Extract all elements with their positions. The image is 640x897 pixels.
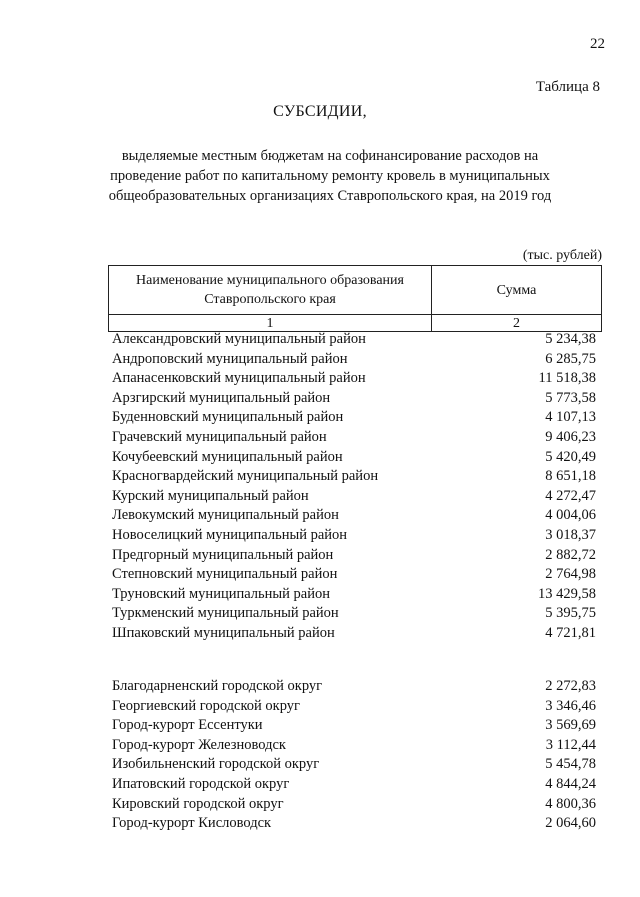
municipality-name: Изобильненский городской округ — [112, 756, 320, 773]
table-row — [112, 697, 596, 717]
subsidy-amount: 8 651,18 — [545, 468, 596, 485]
table-row — [112, 565, 596, 585]
subsidy-amount: 4 107,13 — [545, 409, 596, 426]
table-row — [112, 677, 596, 697]
subsidy-amount: 6 285,75 — [545, 350, 596, 367]
municipality-name: Предгорный муниципальный район — [112, 546, 334, 563]
subsidy-amount: 4 272,47 — [545, 487, 596, 504]
column-number-1: 1 — [109, 315, 432, 332]
municipality-name: Город-курорт Железноводск — [112, 736, 286, 753]
municipality-name: Кочубеевский муниципальный район — [112, 448, 343, 465]
header-name-line: Наименование муниципального образования — [136, 273, 404, 288]
table-row — [112, 369, 596, 389]
subsidy-amount: 3 018,37 — [545, 526, 596, 543]
municipality-name: Степновский муниципальный район — [112, 566, 338, 583]
municipality-name: Туркменский муниципальный район — [112, 605, 339, 622]
subsidy-amount: 5 395,75 — [545, 605, 596, 622]
subsidy-amount: 5 420,49 — [545, 448, 596, 465]
subsidy-amount: 13 429,58 — [538, 585, 596, 602]
table-row — [112, 546, 596, 566]
municipality-name: Город-курорт Кисловодск — [112, 815, 272, 832]
municipality-name: Шпаковский муниципальный район — [112, 624, 335, 641]
header-sum-cell: Сумма — [432, 266, 602, 315]
municipality-name: Александровский муниципальный район — [112, 331, 366, 347]
table-row — [112, 755, 596, 775]
municipality-name: Новоселицкий муниципальный район — [112, 526, 348, 543]
table-row — [112, 330, 596, 350]
page-number: 22 — [590, 36, 605, 52]
table-row — [112, 428, 596, 448]
table-row — [112, 604, 596, 624]
municipality-name: Благодарненский городской округ — [112, 678, 323, 694]
table-row — [112, 795, 596, 815]
document-title: СУБСИДИИ, — [273, 103, 367, 120]
municipality-name: Апанасенковский муниципальный район — [112, 370, 366, 387]
table-row — [112, 624, 596, 644]
municipality-name: Кировский городской округ — [112, 795, 284, 812]
subsidy-amount: 5 454,78 — [545, 756, 596, 773]
municipality-name: Красногвардейский муниципальный район — [112, 468, 379, 485]
subsidy-amount: 5 773,58 — [545, 389, 596, 406]
table-row — [112, 408, 596, 428]
table-row — [112, 585, 596, 605]
table-row — [112, 775, 596, 795]
municipality-name: Курский муниципальный район — [112, 487, 309, 504]
subsidy-amount: 3 112,44 — [545, 736, 596, 753]
municipality-name: Буденновский муниципальный район — [112, 409, 344, 426]
subsidy-amount: 2 882,72 — [545, 546, 596, 563]
table-row — [112, 389, 596, 409]
table-row — [112, 506, 596, 526]
table-row — [112, 448, 596, 468]
subsidy-amount: 4 721,81 — [545, 624, 596, 641]
header-name-line: Ставропольского края — [204, 292, 336, 307]
municipality-name: Левокумский муниципальный район — [112, 507, 339, 524]
subtitle-line: выделяемые местным бюджетам на софинансирование расходов на — [121, 148, 539, 164]
table-row — [112, 716, 596, 736]
table-row — [112, 350, 596, 370]
subsidy-amount: 4 004,06 — [545, 507, 596, 524]
subsidy-amount: 2 764,98 — [545, 566, 596, 583]
document-subtitle — [100, 146, 560, 206]
municipality-name: Ипатовский городской округ — [112, 775, 290, 792]
municipality-name: Грачевский муниципальный район — [112, 428, 327, 445]
municipality-name: Андроповский муниципальный район — [112, 350, 348, 367]
table-row — [112, 526, 596, 546]
municipality-name: Труновский муниципальный район — [112, 585, 330, 602]
table-label: Таблица 8 — [535, 79, 600, 95]
municipality-name: Арзгирский муниципальный район — [112, 389, 331, 406]
header-name-cell — [109, 266, 432, 315]
districts-list — [112, 330, 596, 644]
subsidy-amount: 3 346,46 — [545, 697, 596, 714]
urban-list — [112, 677, 596, 834]
table-row — [112, 467, 596, 487]
table-row — [112, 814, 596, 834]
municipality-name: Георгиевский городской округ — [112, 697, 300, 714]
subtitle-line: проведение работ по капитальному ремонту кровель в муниципальных — [110, 168, 550, 184]
subsidy-amount: 5 234,38 — [545, 331, 596, 347]
subsidy-amount: 3 569,69 — [545, 717, 596, 734]
column-number-2: 2 — [432, 315, 602, 332]
table-row — [112, 736, 596, 756]
units-label: (тыс. рублей) — [522, 248, 602, 263]
subsidy-amount: 11 518,38 — [538, 370, 596, 387]
subsidy-amount: 2 272,83 — [545, 678, 596, 694]
table-row — [112, 487, 596, 507]
subsidy-amount: 4 800,36 — [545, 795, 596, 812]
subsidy-amount: 9 406,23 — [545, 428, 596, 445]
subsidy-amount: 4 844,24 — [545, 775, 596, 792]
subsidy-amount: 2 064,60 — [545, 815, 596, 832]
municipality-name: Город-курорт Ессентуки — [112, 717, 263, 734]
subtitle-line: общеобразовательных организациях Ставропольского края, на 2019 год — [108, 188, 552, 204]
table-header — [108, 265, 602, 332]
